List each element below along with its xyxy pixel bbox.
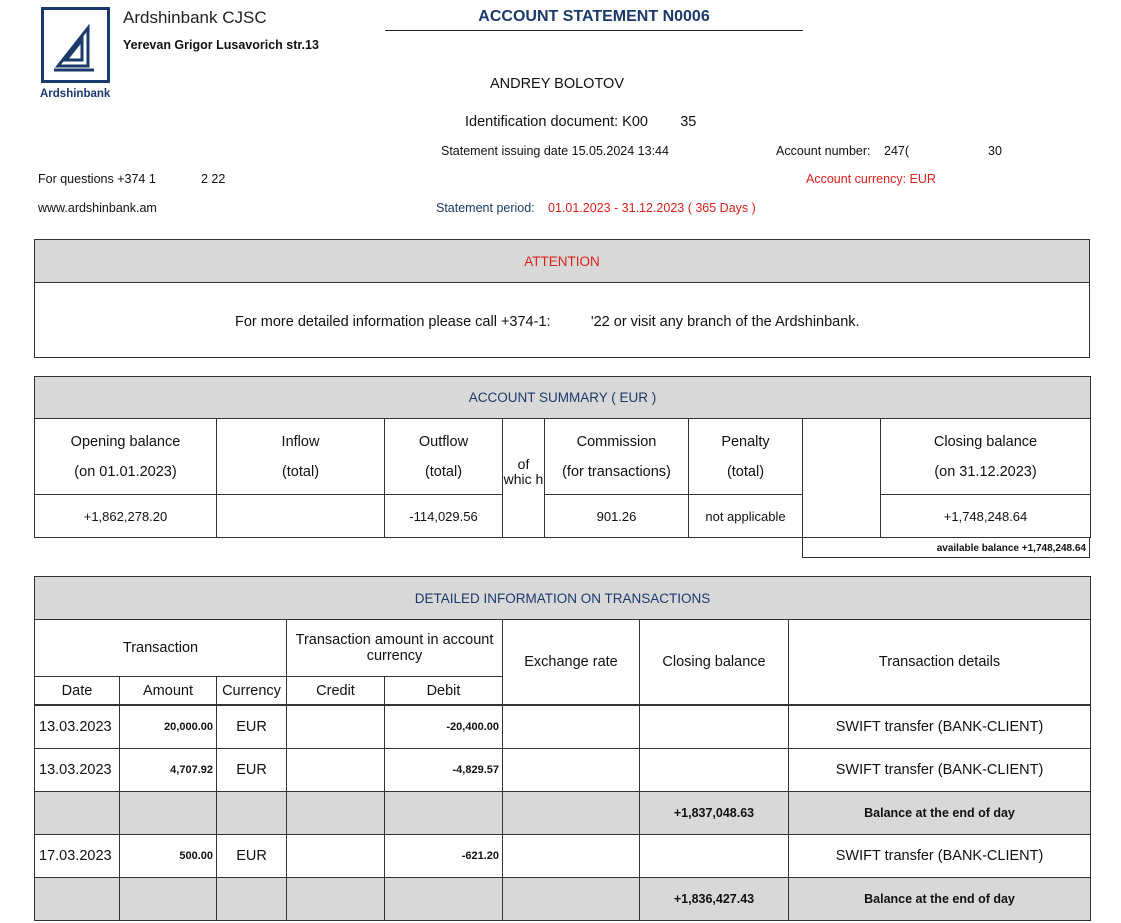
col-currency: Currency	[217, 677, 287, 706]
period-label: Statement period:	[436, 201, 535, 215]
row-amount: 500.00	[120, 835, 217, 878]
inflow-value	[217, 495, 385, 538]
summary-empty-cell	[803, 419, 881, 538]
website-link[interactable]: www.ardshinbank.am	[38, 201, 157, 215]
end-of-day-balance: +1,836,427.43	[640, 878, 789, 921]
row-exchange	[503, 705, 640, 749]
row-currency: EUR	[217, 705, 287, 749]
attention-box	[34, 239, 1090, 358]
closing-balance-header: Closing balance (on 31.12.2023)	[881, 419, 1091, 495]
account-summary-table	[34, 376, 1091, 538]
account-holder: ANDREY BOLOTOV	[489, 76, 625, 92]
row-details: SWIFT transfer (BANK-CLIENT)	[789, 835, 1091, 878]
row-date: 13.03.2023	[35, 705, 120, 749]
bank-logo-icon	[44, 10, 107, 80]
row-debit: -621.20	[385, 835, 503, 878]
col-date: Date	[35, 677, 120, 706]
balance-row	[35, 878, 1091, 921]
row-debit: -4,829.57	[385, 749, 503, 792]
row-closing	[640, 705, 789, 749]
balance-row	[35, 792, 1091, 835]
attention-text: For more detailed information please call +374-1: '22 or visit any branch of the Ardshinbank.	[235, 314, 860, 330]
statement-title: ACCOUNT STATEMENT N0006	[385, 8, 803, 31]
row-exchange	[503, 835, 640, 878]
account-number-label: Account number:	[776, 144, 871, 158]
row-exchange	[503, 749, 640, 792]
logo-text: Ardshinbank	[40, 88, 111, 100]
inflow-header: Inflow (total)	[217, 419, 385, 495]
col-exchange-rate: Exchange rate	[503, 620, 640, 706]
available-balance: available balance +1,748,248.64	[802, 537, 1090, 558]
questions-phone: For questions +374 1	[38, 172, 156, 186]
row-credit	[287, 749, 385, 792]
row-currency: EUR	[217, 749, 287, 792]
row-debit: -20,400.00	[385, 705, 503, 749]
id-document: Identification document: K00 35	[465, 114, 697, 130]
period-value: 01.01.2023 - 31.12.2023 ( 365 Days )	[548, 201, 756, 215]
bank-address: Yerevan Grigor Lusavorich str.13	[123, 38, 319, 52]
opening-balance-value: +1,862,278.20	[35, 495, 217, 538]
col-amount: Amount	[120, 677, 217, 706]
table-row	[35, 749, 1091, 792]
col-transaction-details: Transaction details	[789, 620, 1091, 706]
end-of-day-balance: +1,837,048.63	[640, 792, 789, 835]
opening-balance-header: Opening balance (on 01.01.2023)	[35, 419, 217, 495]
table-row	[35, 705, 1091, 749]
summary-title: ACCOUNT SUMMARY ( EUR )	[35, 377, 1091, 419]
end-of-day-label: Balance at the end of day	[789, 792, 1091, 835]
account-number-part: 30	[988, 144, 1002, 158]
account-currency: Account currency: EUR	[806, 172, 936, 186]
commission-value: 901.26	[545, 495, 689, 538]
transactions-table	[34, 576, 1091, 921]
col-amount-currency: Transaction amount in account currency	[287, 620, 503, 677]
row-details: SWIFT transfer (BANK-CLIENT)	[789, 749, 1091, 792]
transactions-title: DETAILED INFORMATION ON TRANSACTIONS	[35, 577, 1091, 620]
outflow-header: Outflow (total)	[385, 419, 503, 495]
row-closing	[640, 835, 789, 878]
of-which-label: of whic h	[503, 419, 545, 538]
questions-phone-suffix: 2 22	[201, 172, 226, 186]
row-details: SWIFT transfer (BANK-CLIENT)	[789, 705, 1091, 749]
closing-balance-value: +1,748,248.64	[881, 495, 1091, 538]
outflow-value: -114,029.56	[385, 495, 503, 538]
row-amount: 20,000.00	[120, 705, 217, 749]
account-number-part: 247(	[884, 144, 910, 158]
col-closing-balance: Closing balance	[640, 620, 789, 706]
commission-header: Commission (for transactions)	[545, 419, 689, 495]
col-credit: Credit	[287, 677, 385, 706]
col-debit: Debit	[385, 677, 503, 706]
row-credit	[287, 705, 385, 749]
col-transaction: Transaction	[35, 620, 287, 677]
penalty-value: not applicable	[689, 495, 803, 538]
row-closing	[640, 749, 789, 792]
penalty-header: Penalty (total)	[689, 419, 803, 495]
row-date: 17.03.2023	[35, 835, 120, 878]
row-date: 13.03.2023	[35, 749, 120, 792]
attention-title: ATTENTION	[35, 240, 1089, 283]
issue-date: Statement issuing date 15.05.2024 13:44	[441, 144, 669, 158]
table-row	[35, 835, 1091, 878]
bank-name: Ardshinbank CJSC	[123, 8, 267, 27]
row-credit	[287, 835, 385, 878]
bank-logo	[41, 7, 110, 83]
row-currency: EUR	[217, 835, 287, 878]
row-amount: 4,707.92	[120, 749, 217, 792]
end-of-day-label: Balance at the end of day	[789, 878, 1091, 921]
